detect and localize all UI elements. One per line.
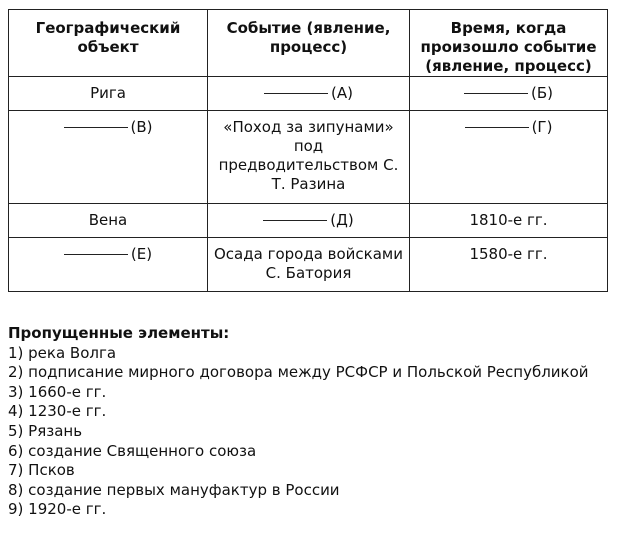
cell-object: Рига — [9, 77, 208, 111]
answer-blank — [464, 93, 528, 94]
missing-elements-list — [8, 344, 608, 520]
task-table — [8, 9, 608, 292]
cell-time: 1810-е гг. — [410, 204, 608, 238]
answer-blank — [64, 127, 128, 128]
list-item: 4) 1230-е гг. — [8, 402, 107, 421]
header-event: Событие (явление, процесс) — [208, 10, 410, 77]
cell-time: 1580-е гг. — [410, 238, 608, 292]
blank-label: (Д) — [330, 211, 354, 229]
missing-elements-section — [8, 324, 608, 520]
answer-blank — [465, 127, 529, 128]
table-row — [9, 238, 608, 292]
answer-blank — [64, 254, 128, 255]
answer-blank — [264, 93, 328, 94]
cell-object: Вена — [9, 204, 208, 238]
missing-elements-title: Пропущенные элементы: — [8, 324, 230, 342]
header-time: Время, когда произошло событие (явление, процесс) — [410, 10, 608, 77]
table-row — [9, 204, 608, 238]
table-header-row — [9, 10, 608, 77]
cell-object — [9, 111, 208, 204]
blank-label: (Е) — [130, 245, 153, 263]
list-item: 8) создание первых мануфактур в России — [8, 480, 340, 499]
cell-event: «Поход за зипунами» под предводительством С. Т. Разина — [208, 111, 410, 204]
header-geo-object: Географический объект — [9, 10, 208, 77]
list-item: 9) 1920-е гг. — [8, 500, 107, 519]
table-row — [9, 77, 608, 111]
answer-blank — [263, 220, 327, 221]
list-item: 1) река Волга — [8, 343, 117, 362]
cell-event — [208, 77, 410, 111]
cell-time — [410, 77, 608, 111]
table-row — [9, 111, 608, 204]
cell-time — [410, 111, 608, 204]
cell-event — [208, 204, 410, 238]
blank-label: (Б) — [531, 84, 553, 102]
list-item: 5) Рязань — [8, 421, 83, 440]
list-item: 7) Псков — [8, 461, 75, 480]
list-item: 6) создание Священного союза — [8, 441, 257, 460]
cell-object — [9, 238, 208, 292]
blank-label: (Г) — [531, 118, 553, 136]
list-item: 2) подписание мирного договора между РСФСР и Польской Республикой — [8, 363, 589, 382]
cell-event: Осада города войсками С. Батория — [208, 238, 410, 292]
list-item: 3) 1660-е гг. — [8, 382, 107, 401]
blank-label: (А) — [331, 84, 353, 102]
blank-label: (В) — [130, 118, 153, 136]
